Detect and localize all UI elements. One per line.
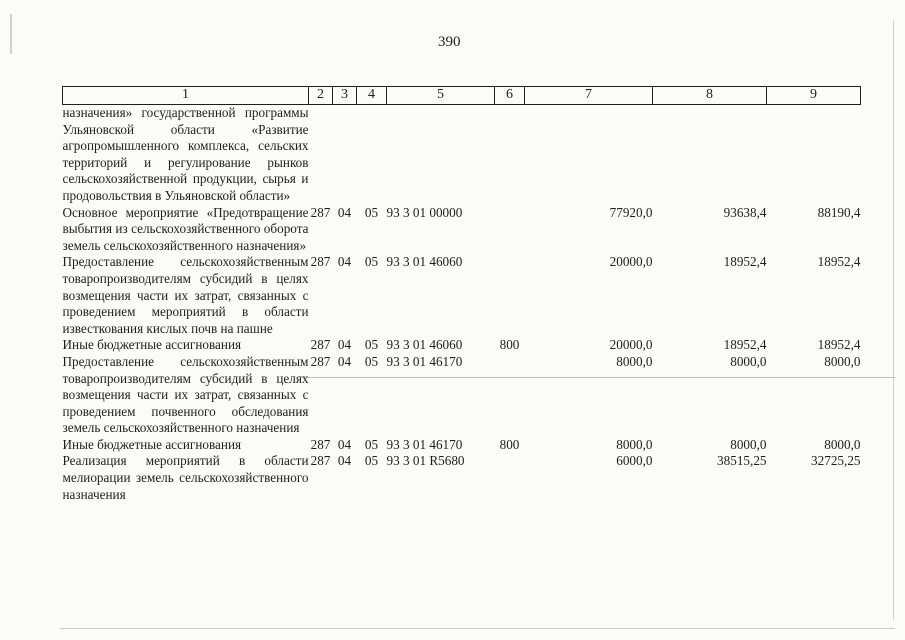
header-cell: 1 xyxy=(63,87,309,105)
cell-amount-col9: 88190,4 xyxy=(817,204,861,220)
cell-amount-col7: 8000,0 xyxy=(616,353,653,369)
cell-expense-type xyxy=(495,105,525,205)
cell-ministry: 287 xyxy=(310,204,331,220)
item-name: Предоставление сельскохозяйственным товаропроизводителям субсидий в целях возмещения части их затрат, связанных с проведением почвенного обследования земель сельскохозяйственного назначения xyxy=(62,353,309,436)
cell-amount-col9: 32725,25 xyxy=(811,453,861,469)
cell-amount-col8: 8000,0 xyxy=(730,353,767,369)
cell-subsection: 05 xyxy=(364,254,379,270)
cell-subsection xyxy=(357,105,387,205)
cell-target-code: 93 3 01 46060 xyxy=(386,337,463,353)
cell-expense-type xyxy=(495,254,525,337)
cell-ministry: 287 xyxy=(310,453,331,469)
scan-edge-artifact xyxy=(893,20,894,620)
cell-amount-col7: 77920,0 xyxy=(609,204,653,220)
header-cell: 5 xyxy=(387,87,495,105)
cell-subsection: 05 xyxy=(364,436,379,452)
cell-expense-type xyxy=(495,453,525,503)
header-cell: 3 xyxy=(333,87,357,105)
cell-amount-col9 xyxy=(767,105,861,205)
table-row xyxy=(63,453,861,503)
cell-section: 04 xyxy=(337,254,352,270)
page-number: 390 xyxy=(438,34,461,50)
cell-amount-col7: 8000,0 xyxy=(616,436,653,452)
budget-table xyxy=(62,86,861,503)
cell-section: 04 xyxy=(337,353,352,369)
item-name: Основное мероприятие «Предотвращение выбытия из сельскохозяйственного оборота земель сельскохозяйственного назначения» xyxy=(62,204,309,253)
cell-section: 04 xyxy=(337,337,352,353)
cell-amount-col8: 93638,4 xyxy=(723,204,767,220)
item-name: Реализация мероприятий в области мелиорации земель сельскохозяйственного назначения xyxy=(62,453,309,502)
item-name: Иные бюджетные ассигнования xyxy=(62,436,242,452)
cell-amount-col8: 18952,4 xyxy=(723,337,767,353)
cell-expense-type: 800 xyxy=(499,337,520,353)
table-row xyxy=(63,105,861,205)
header-cell: 9 xyxy=(767,87,861,105)
cell-amount-col8: 38515,25 xyxy=(717,453,767,469)
cell-target-code: 93 3 01 00000 xyxy=(386,204,463,220)
cell-target-code xyxy=(387,105,495,205)
cell-amount-col7: 20000,0 xyxy=(609,337,653,353)
cell-ministry: 287 xyxy=(310,254,331,270)
cell-target-code: 93 3 01 46170 xyxy=(386,436,463,452)
header-cell: 8 xyxy=(653,87,767,105)
cell-target-code: 93 3 01 46170 xyxy=(386,353,463,369)
scan-line-artifact xyxy=(60,628,895,629)
header-row xyxy=(63,87,861,105)
cell-section: 04 xyxy=(337,204,352,220)
cell-target-code: 93 3 01 46060 xyxy=(386,254,463,270)
cell-subsection: 05 xyxy=(364,353,379,369)
cell-expense-type: 800 xyxy=(499,436,520,452)
cell-amount-col9: 8000,0 xyxy=(824,353,861,369)
cell-amount-col9: 18952,4 xyxy=(817,337,861,353)
cell-ministry xyxy=(309,105,333,205)
item-name: Предоставление сельскохозяйственным товаропроизводителям субсидий в целях возмещения части их затрат, связанных с проведением мероприятий в области известкования кислых почв на пашне xyxy=(62,254,309,336)
cell-amount-col8: 18952,4 xyxy=(723,254,767,270)
cell-amount-col7 xyxy=(525,105,653,205)
cell-ministry: 287 xyxy=(310,353,331,369)
cell-ministry: 287 xyxy=(310,337,331,353)
header-cell: 2 xyxy=(309,87,333,105)
header-cell: 6 xyxy=(495,87,525,105)
table-row xyxy=(63,337,861,354)
cell-amount-col7: 20000,0 xyxy=(609,254,653,270)
cell-section xyxy=(333,105,357,205)
cell-target-code: 93 3 01 R5680 xyxy=(386,453,465,469)
item-name: Иные бюджетные ассигнования xyxy=(62,337,242,353)
cell-amount-col9: 18952,4 xyxy=(817,254,861,270)
header-cell: 7 xyxy=(525,87,653,105)
cell-expense-type xyxy=(495,205,525,255)
cell-subsection: 05 xyxy=(364,453,379,469)
cell-section: 04 xyxy=(337,453,352,469)
scan-line-artifact xyxy=(300,377,895,378)
cell-subsection: 05 xyxy=(364,204,379,220)
cell-section: 04 xyxy=(337,436,352,452)
table-body xyxy=(63,105,861,504)
table-row xyxy=(63,254,861,337)
table-row xyxy=(63,437,861,454)
table-row xyxy=(63,205,861,255)
cell-ministry: 287 xyxy=(310,436,331,452)
cell-amount-col8 xyxy=(653,105,767,205)
cell-amount-col9: 8000,0 xyxy=(824,436,861,452)
cell-amount-col8: 8000,0 xyxy=(730,436,767,452)
header-cell: 4 xyxy=(357,87,387,105)
cell-amount-col7: 6000,0 xyxy=(616,453,653,469)
scan-margin-specks xyxy=(10,14,12,54)
item-name: назначения» государственной программы Ульяновской области «Развитие агропромышленного комплекса, сельских территорий и регулирование рынков сельскохозяйственной продукции, сырья и продовольствия в Ульяновской области» xyxy=(62,105,309,203)
cell-subsection: 05 xyxy=(364,337,379,353)
cell-expense-type xyxy=(495,354,525,437)
table-row xyxy=(63,354,861,437)
